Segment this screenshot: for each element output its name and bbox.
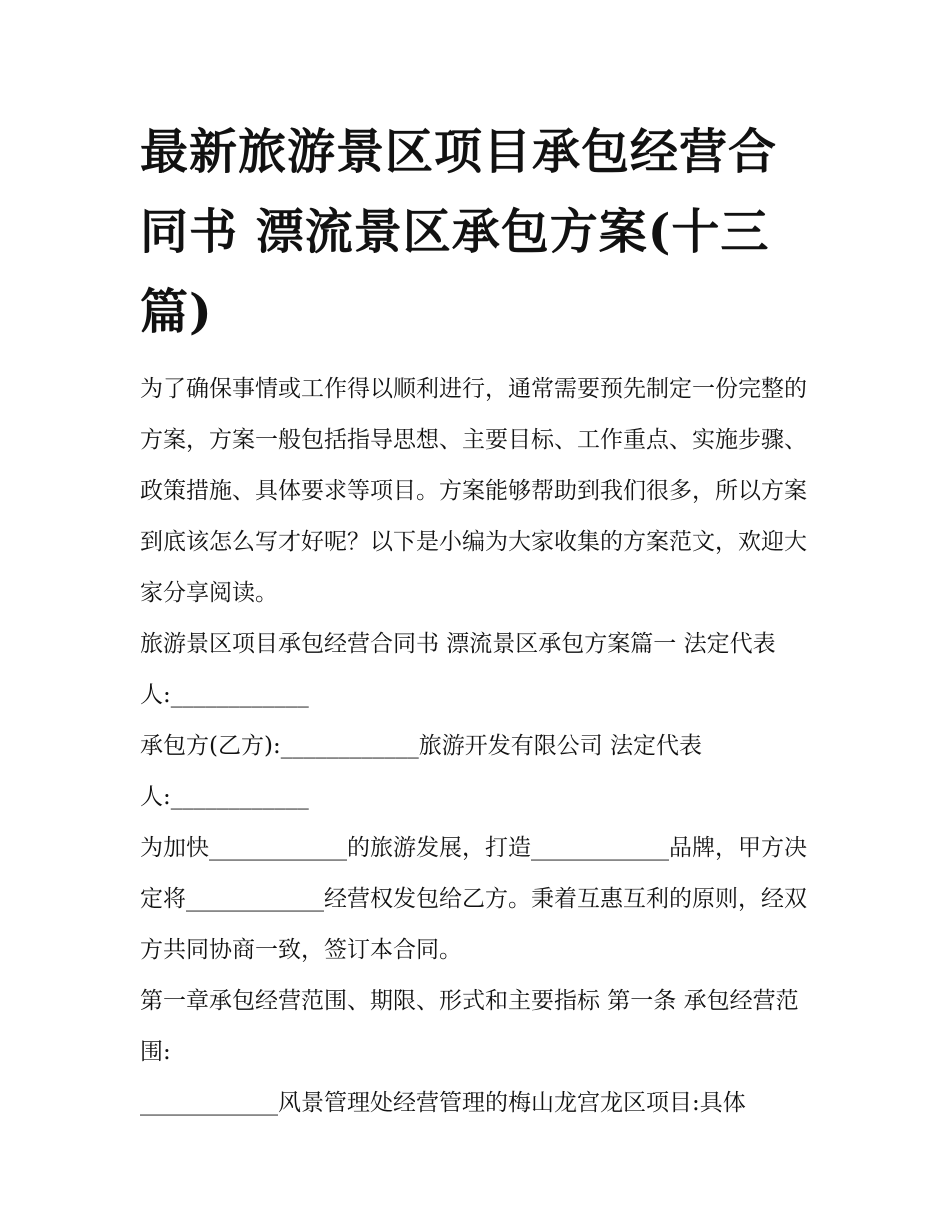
scope-paragraph: ____________风景管理处经营管理的梅山龙宫龙区项目:具体 bbox=[140, 1090, 746, 1116]
document-page bbox=[140, 112, 820, 1129]
document-title: 最新旅游景区项目承包经营合同书 漂流景区承包方案(十三篇) bbox=[140, 124, 778, 340]
chapter-one-paragraph: 第一章承包经营范围、期限、形式和主要指标 第一条 承包经营范围: bbox=[140, 988, 799, 1065]
party-b-paragraph: 承包方(乙方):____________旅游开发有限公司 法定代表人:____________ bbox=[140, 733, 703, 810]
intro-paragraph: 为了确保事情或工作得以顺利进行，通常需要预先制定一份完整的方案，方案一般包括指导思想、主要目标、工作重点、实施步骤、政策措施、具体要求等项目。方案能够帮助到我们很多，所以方案到底该怎么写才好呢？以下是小编为大家收集的方案范文，欢迎大家分享阅读。 bbox=[140, 376, 807, 606]
contract-heading-paragraph: 旅游景区项目承包经营合同书 漂流景区承包方案篇一 法定代表人:____________ bbox=[140, 631, 776, 708]
purpose-paragraph: 为加快____________的旅游发展，打造____________品牌，甲方决定将____________经营权发包给乙方。秉着互惠互利的原则，经双方共同协商一致，签订本合同。 bbox=[140, 835, 807, 963]
